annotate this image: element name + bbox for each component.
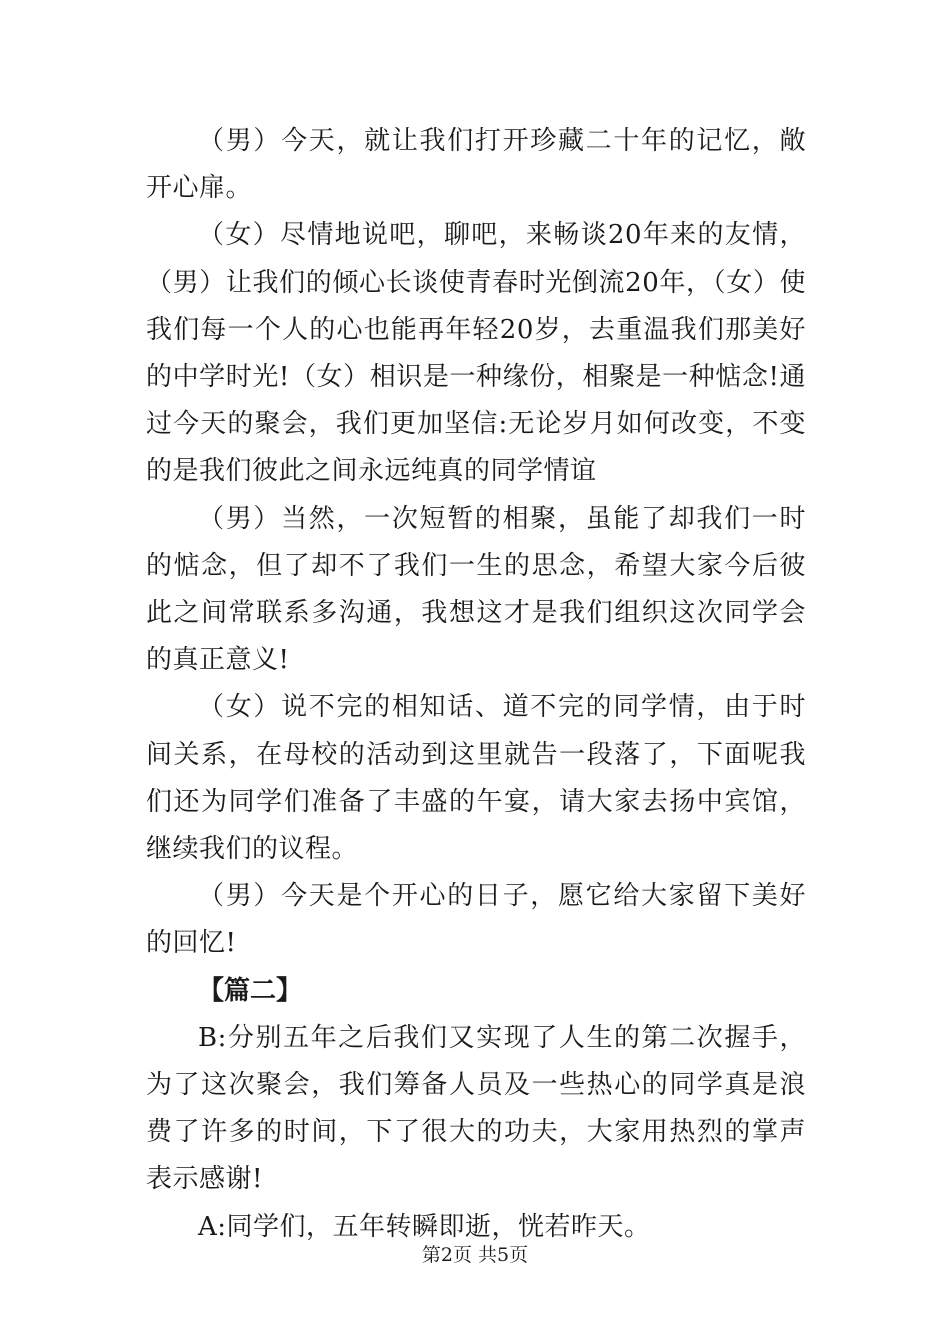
paragraph: B:分别五年之后我们又实现了人生的第二次握手，为了这次聚会，我们筹备人员及一些热心的同学真是浪费了许多的时间，下了很大的功夫，大家用热烈的掌声表示感谢!	[146, 1022, 806, 1195]
paragraph: （女）说不完的相知话、道不完的同学情，由于时间关系，在母校的活动到这里就告一段落了，下面呢我们还为同学们准备了丰盛的午宴，请大家去扬中宾馆，继续我们的议程。	[146, 692, 806, 865]
paragraph: （男）当然，一次短暂的相聚，虽能了却我们一时的惦念，但了却不了我们一生的思念，希望大家今后彼此之间常联系多沟通，我想这才是我们组织这次同学会的真正意义!	[146, 503, 806, 676]
document-body	[146, 118, 806, 1251]
paragraph: （男）今天是个开心的日子，愿它给大家留下美好的回忆!	[146, 881, 806, 959]
paragraph: （男）今天，就让我们打开珍藏二十年的记忆，敞开心扉。	[146, 126, 806, 204]
paragraph: A:同学们，五年转瞬即逝，恍若昨天。	[198, 1211, 651, 1242]
page-footer: 第2页 共5页	[421, 1244, 529, 1266]
section-heading: 【篇二】	[198, 975, 303, 1006]
paragraph: （女）尽情地说吧，聊吧，来畅谈20年来的友情，（男）让我们的倾心长谈使青春时光倒流20年，（女）使我们每一个人的心也能再年轻20岁，去重温我们那美好的中学时光!（女）相识是一种缘份，相聚是一种惦念!通过今天的聚会，我们更加坚信:无论岁月如何改变，不变的是我们彼此之间永远纯真的同学情谊	[146, 220, 806, 487]
